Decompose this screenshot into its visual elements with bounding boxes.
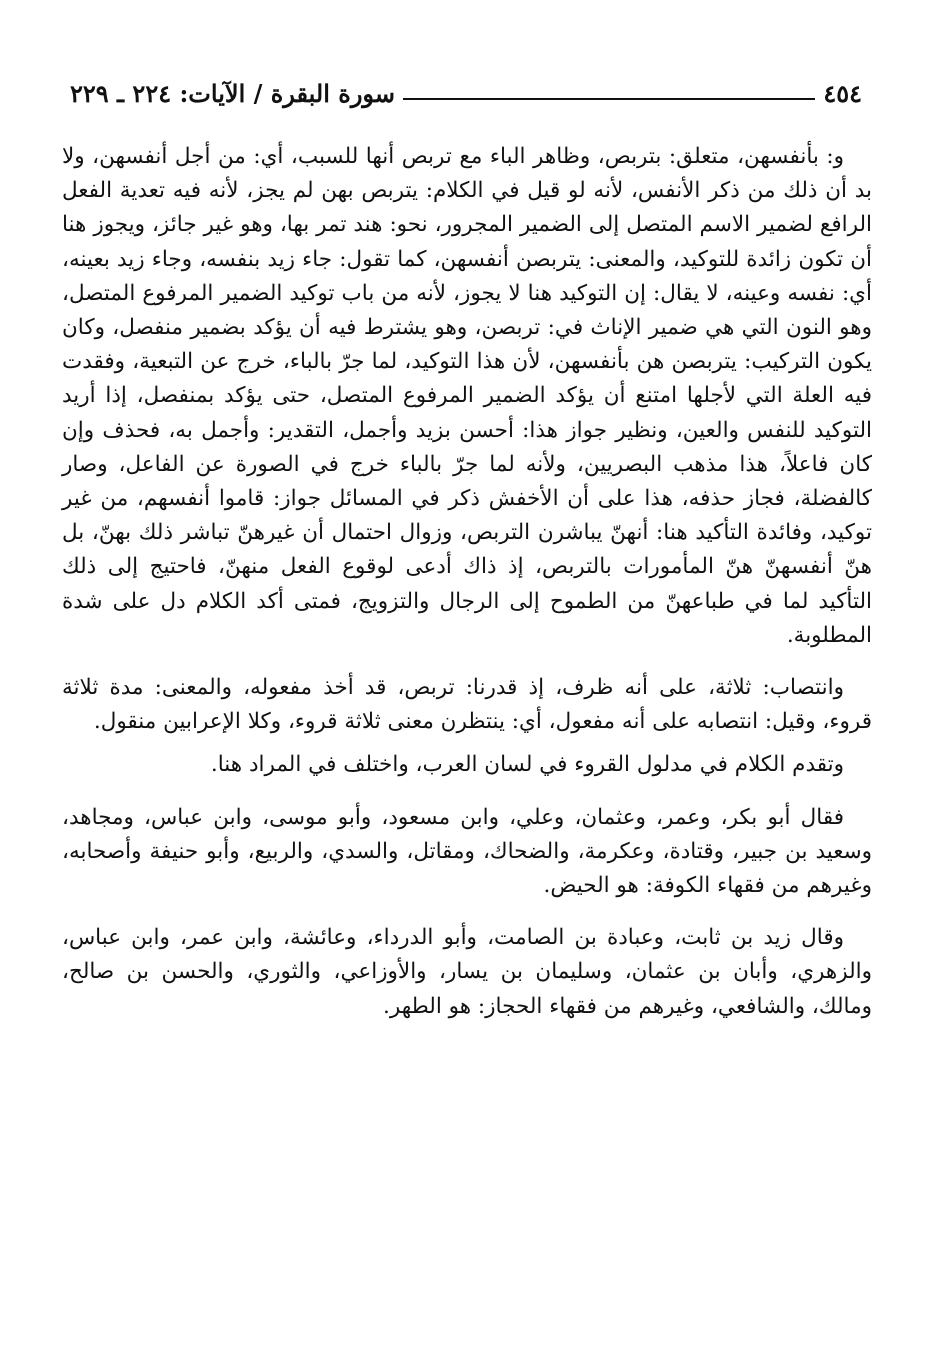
paragraph-tuhr-opinion: وقال زيد بن ثابت، وعبادة بن الصامت، وأبو الدرداء، وعائشة، وابن عمر، وابن عباس، والزهري، وأبان بن عثمان، وسليمان بن يسار، والأوزاعي، والثوري، والحسن بن صالح، ومالك، والشافعي، وغيرهم من فقهاء الحجاز: هو الطهر. [62, 925, 872, 1019]
page-number: ٤٥٤ [823, 79, 862, 108]
page-header [70, 68, 862, 108]
page-body [62, 140, 872, 1024]
running-title: سورة البقرة / الآيات: ٢٢٤ ـ ٢٢٩ [70, 79, 395, 108]
paragraph-intisab: وانتصاب: ثلاثة، على أنه ظرف، إذ قدرنا: تربص، قد أخذ مفعوله، والمعنى: مدة ثلاثة قروء، وقيل: انتصابه على أنه مفعول، أي: ينتظرن معنى ثلاثة قروء، وكلا الإعرابين منقول. [62, 675, 872, 735]
header-rule [403, 98, 815, 100]
paragraph-hayd-opinion: فقال أبو بكر، وعمر، وعثمان، وعلي، وابن مسعود، وأبو موسى، وابن عباس، ومجاهد، وسعيد بن جبير، وقتادة، وعكرمة، والضحاك، ومقاتل، والسدي، والربيع، وأبو حنيفة وأصحابه، وغيرهم من فقهاء الكوفة: هو الحيض. [62, 804, 872, 899]
paragraph-quru: وتقدم الكلام في مدلول القروء في لسان العرب، واختلف في المراد هنا. [210, 752, 844, 778]
paragraph-tawkid: و: بأنفسهن، متعلق: بتربص، وظاهر الباء مع تربص أنها للسبب، أي: من أجل أنفسهن، ولا بد أن ذلك من ذكر الأنفس، لأنه لو قيل في الكلام: يتربص بهن لم يجز، لأنه فيه تعدية الفعل الرافع لضمير الاسم المتصل إلى الضمير المجرور، نحو: هند تمر بها، وهو غير جائز، ويجوز هنا أن تكون زائدة للتوكيد، والمعنى: يتربصن أنفسهن، كما تقول: جاء زيد بنفسه، وجاء زيد بعينه، أي: نفسه وعينه، لا يقال: إن التوكيد هنا لا يجوز، لأنه من باب توكيد الضمير المرفوع المتصل، وهو النون التي هي ضمير الإناث في: تربصن، وهو يشترط فيه أن يؤكد بضمير منفصل، وكان يكون التركيب: يتربصن هن بأنفسهن، لأن هذا التوكيد، لما جرّ بالباء، خرج عن التبعية، وفقدت فيه العلة التي لأجلها امتنع أن يؤكد الضمير المرفوع المتصل، حتى يؤكد بمنفصل، إذا أريد التوكيد للنفس والعين، ونظير جواز هذا: أحسن بزيد وأجمل، التقدير: وأجمل به، فحذف وإن كان فاعلاً، هذا مذهب البصريين، ولأنه لما جرّ بالباء خرج في الصورة عن الفاعل، وصار كالفضلة، فجاز حذفه، هذا على أن الأخفش ذكر في المسائل جواز: قاموا أنفسهم، من غير توكيد، وفائدة التأكيد هنا: أنهنّ يباشرن التربص، وزوال احتمال أن غيرهنّ تباشر ذلك بهنّ، بل هنّ أنفسهنّ هنّ المأمورات بالتربص، إذ ذاك أدعى لوقوع الفعل منهنّ، فاحتيج إلى ذلك التأكيد لما في طباعهنّ من الطموح إلى الرجال والتزويج، فمتى أكد الكلام دل على شدة المطلوبة. [62, 144, 872, 648]
